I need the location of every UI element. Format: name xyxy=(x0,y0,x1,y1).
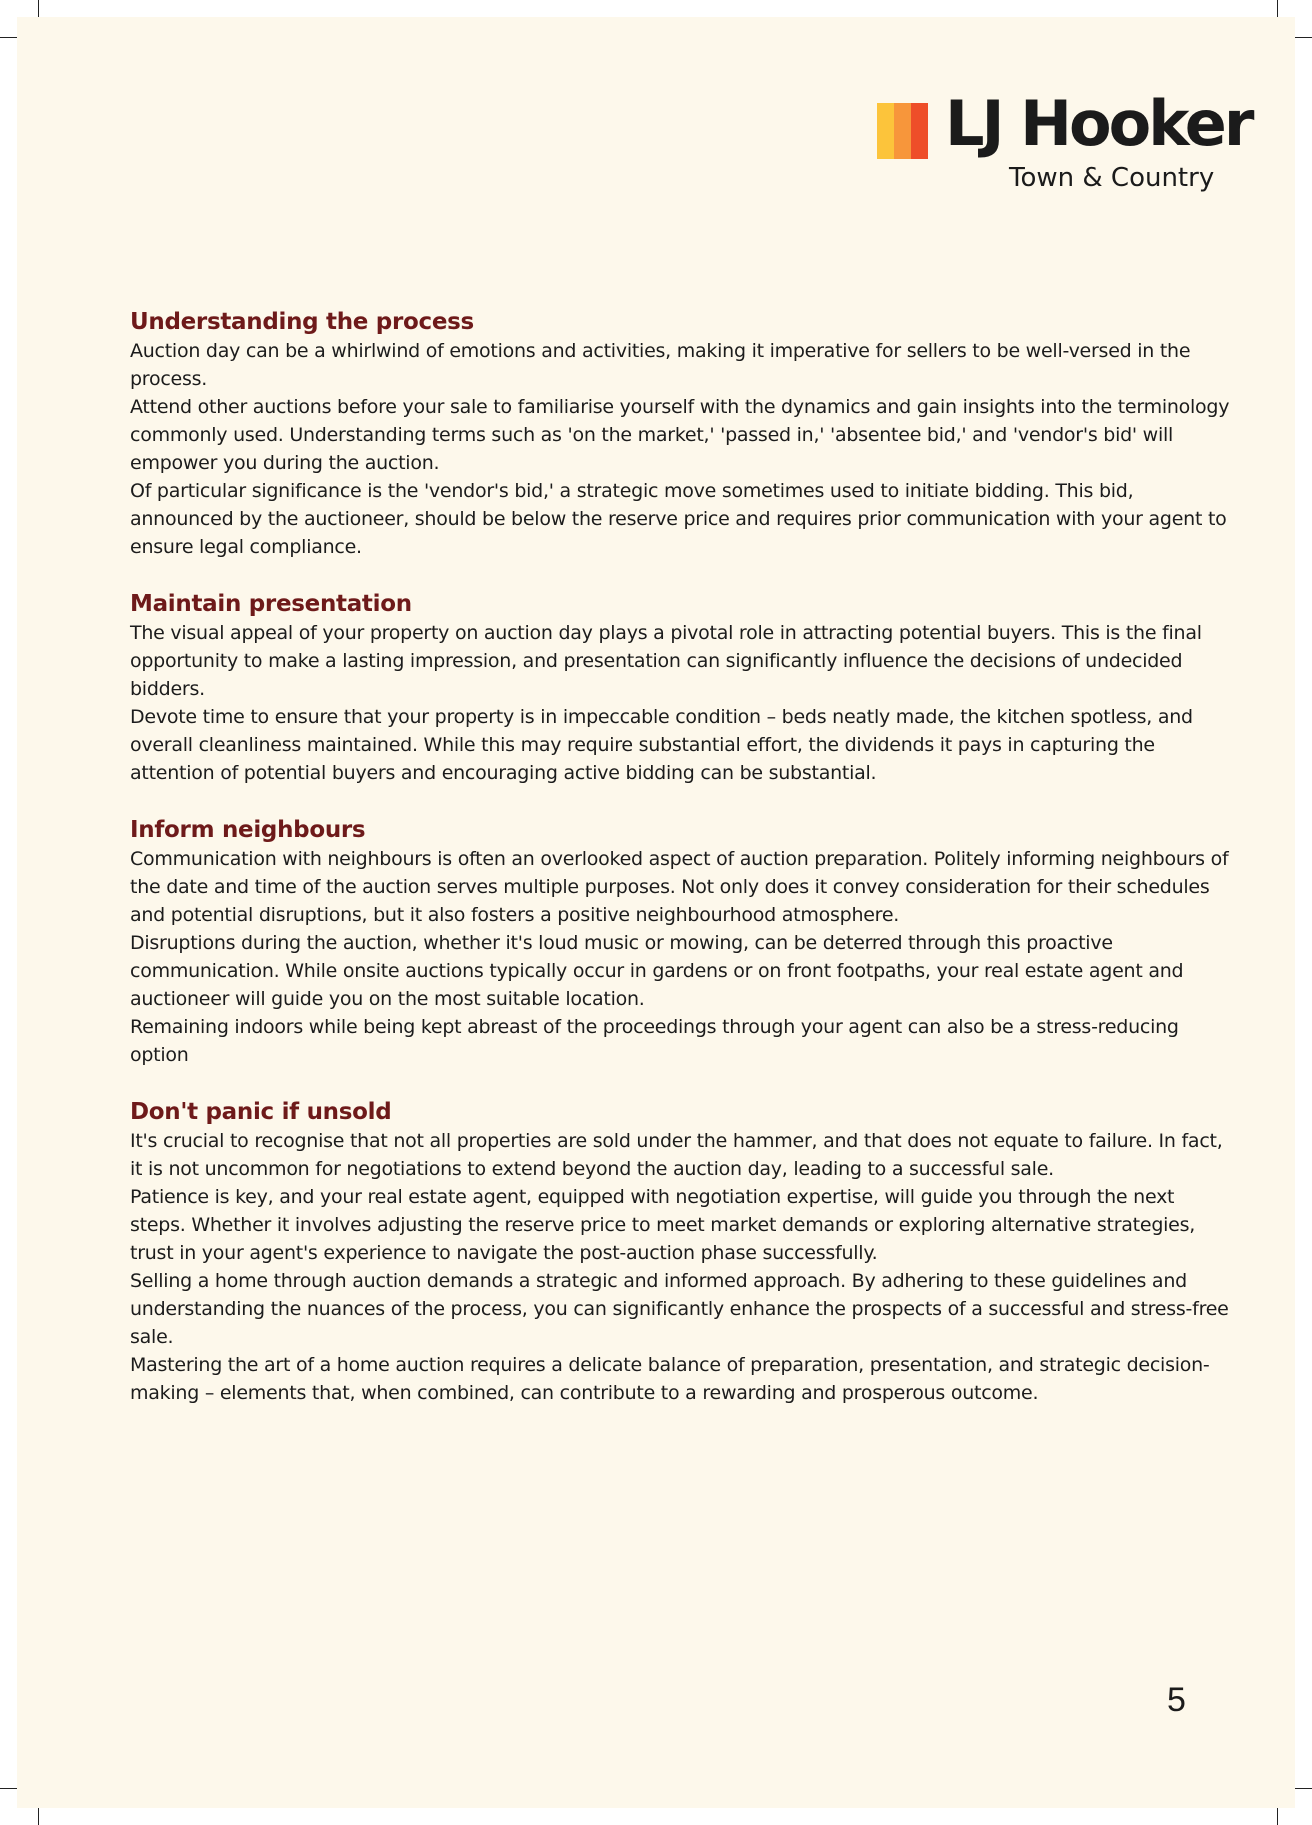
section-heading: Inform neighbours xyxy=(130,817,366,843)
section-paragraph: Selling a home through auction demands a strategic and informed approach. By adhering to these guidelines and understanding the nuances of the process, you can significantly enhance the prospects of a successful and stress-free sale. xyxy=(130,1270,1229,1348)
section-paragraph: The visual appeal of your property on auction day plays a pivotal role in attracting potential buyers. This is the final opportunity to make a lasting impression, and presentation can significantly influence the decisions of undecided bidders. xyxy=(130,622,1202,700)
section-paragraph: Disruptions during the auction, whether it's loud music or mowing, can be deterred through this proactive communication. While onsite auctions typically occur in gardens or on front footpaths, your real estate agent and auctioneer will guide you on the most suitable location. xyxy=(130,932,1184,1010)
section-paragraph: Communication with neighbours is often an overlooked aspect of auction preparation. Politely informing neighbours of the date and time of the auction serves multiple purposes. Not only does it convey consideration for their schedules and potential disruptions, but it also fosters a positive neighbourhood atmosphere. xyxy=(130,848,1229,926)
section-paragraph: Mastering the art of a home auction requires a delicate balance of preparation, presentation, and strategic decision-making – elements that, when combined, can contribute to a rewarding and prosperous outcome. xyxy=(130,1354,1210,1404)
crop-mark-left-bottom xyxy=(0,1788,17,1789)
section-paragraph: Patience is key, and your real estate agent, equipped with negotiation expertise, will guide you through the next steps. Whether it involves adjusting the reserve price to meet market demands or exploring alternative strategies, trust in your agent's experience to navigate the post-auction phase successfully. xyxy=(130,1186,1196,1264)
section-heading: Maintain presentation xyxy=(130,591,412,617)
crop-mark-top-right xyxy=(1277,0,1278,17)
logo-office-name: Town & Country xyxy=(1009,163,1215,193)
section xyxy=(130,589,1230,787)
section-paragraph: Devote time to ensure that your property is in impeccable condition – beds neatly made, the kitchen spotless, and overall cleanliness maintained. While this may require substantial effort, the dividends it pays in capturing the attention of potential buyers and encouraging active bidding can be substantial. xyxy=(130,706,1193,784)
section-heading: Don't panic if unsold xyxy=(130,1099,392,1125)
article-body xyxy=(130,307,1230,1435)
section xyxy=(130,815,1230,1069)
logo-bar-orange xyxy=(894,103,911,159)
document-page xyxy=(17,17,1295,1808)
section-paragraph: Of particular significance is the 'vendor's bid,' a strategic move sometimes used to initiate bidding. This bid, announced by the auctioneer, should be below the reserve price and requires prior communication with your agent to ensure legal compliance. xyxy=(130,480,1227,558)
section-paragraph: Auction day can be a whirlwind of emotions and activities, making it imperative for sellers to be well-versed in the process. xyxy=(130,340,1191,390)
section xyxy=(130,1097,1230,1407)
crop-mark-left-top xyxy=(0,37,17,38)
brand-logo xyxy=(877,87,1252,197)
section-paragraph: It's crucial to recognise that not all properties are sold under the hammer, and that does not equate to failure. In fact, it is not uncommon for negotiations to extend beyond the auction day, leading to a successful sale. xyxy=(130,1130,1223,1180)
logo-bar-red xyxy=(911,103,928,159)
section xyxy=(130,307,1230,561)
section-heading: Understanding the process xyxy=(130,309,474,335)
logo-wordmark: LJ Hooker xyxy=(945,87,1252,160)
crop-mark-right-bottom xyxy=(1295,1788,1312,1789)
crop-mark-bottom-right xyxy=(1277,1808,1278,1825)
crop-mark-top-left xyxy=(38,0,39,17)
crop-mark-right-top xyxy=(1295,37,1312,38)
crop-mark-bottom-left xyxy=(38,1808,39,1825)
section-paragraph: Remaining indoors while being kept abreast of the proceedings through your agent can also be a stress-reducing option xyxy=(130,1016,1179,1066)
section-paragraph: Attend other auctions before your sale to familiarise yourself with the dynamics and gain insights into the terminology commonly used. Understanding terms such as 'on the market,' 'passed in,' 'absentee bid,' and 'vendor's bid' will empower you during the auction. xyxy=(130,396,1230,474)
page-number: 5 xyxy=(1167,1681,1186,1719)
logo-bar-yellow xyxy=(877,103,894,159)
